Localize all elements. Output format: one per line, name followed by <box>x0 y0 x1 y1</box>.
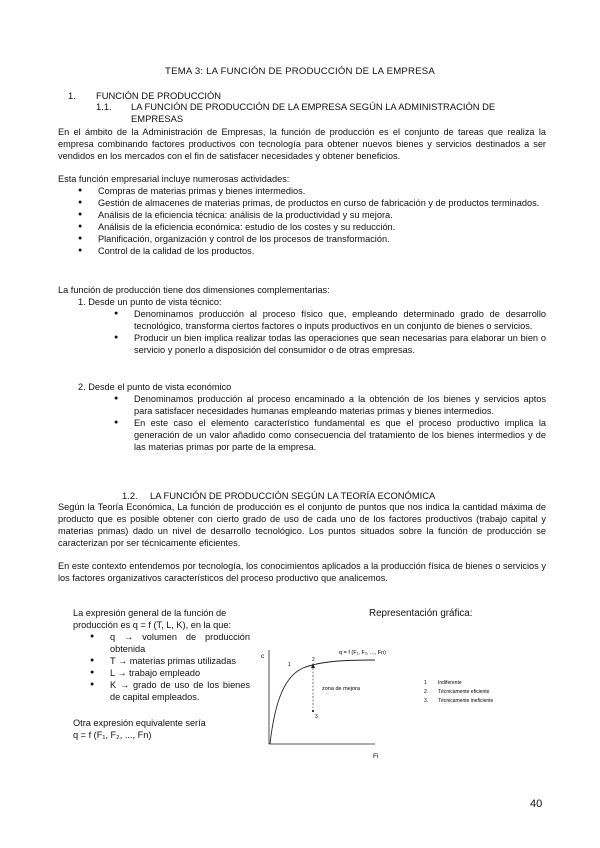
section-1-2-heading: LA FUNCIÓN DE PRODUCCIÓN SEGÚN LA TEORÍA ECONÓMICA <box>150 490 436 501</box>
section-1-heading: FUNCIÓN DE PRODUCCIÓN <box>96 90 222 101</box>
list-item: ● q → volumen de producción obtenida <box>88 631 250 655</box>
page-title: TEMA 3: LA FUNCIÓN DE PRODUCCIÓN DE LA EMPRESA <box>165 66 435 77</box>
paragraph-teoria-economica: Según la Teoría Económica, La función de producción es el conjunto de puntos que nos indica la cantidad máxima de producto que es posible obtener con cierto grado de uso de cada uno de los factores productivos (trabajo capital y materias primas) dado un nivel de desarrollo tecnológico. Los puntos situados sobre la función de producción se caracterizan por ser técnicamente eficientes. <box>58 502 546 548</box>
point-3-label: 3 <box>315 714 318 720</box>
section-1-number: 1. <box>68 90 76 101</box>
expression-variables-list <box>88 631 250 703</box>
curve-label: q = f (F₁, F₂, ..., Fn) <box>339 650 386 656</box>
activities-lead: Esta función empresarial incluye numerosas actividades: <box>58 174 290 184</box>
legend-num-1: 1 <box>424 680 427 686</box>
list-item: ● L → trabajo empleado <box>88 667 250 679</box>
legend-text-1: Indiferente <box>438 680 462 686</box>
dimension-economic-list <box>112 393 546 453</box>
list-item: ● Análisis de la eficiencia económica: estudio de los costes y su reducción. <box>76 221 546 233</box>
paragraph-tecnologia: En este contexto entendemos por tecnología, los conocimientos aplicados a la producción física de bienes o servicios y los factores organizativos característicos del proceso productivo que analicemos. <box>58 561 546 583</box>
dimensions-lead: La función de producción tiene dos dimensiones complementarias: <box>58 285 330 295</box>
point-3-marker <box>312 710 314 712</box>
list-item: ● Análisis de la eficiencia técnica: análisis de la productividad y su mejora. <box>76 209 546 221</box>
graph-title: Representación gráfica: <box>369 608 473 619</box>
section-1-1-heading: LA FUNCIÓN DE PRODUCCIÓN DE LA EMPRESA SEGÚN LA ADMINISTRACIÓN DE EMPRESAS <box>131 101 496 124</box>
expression-intro: La expresión general de la función de producción es q = f (T, L, K), en la que: <box>73 608 232 630</box>
dimension-technical-label: 1. Desde un punto de vista técnico: <box>78 297 222 307</box>
y-axis-label: c <box>261 653 265 660</box>
list-item: ● K → grado de uso de los bienes de capital empleados. <box>88 679 250 703</box>
activities-list <box>76 185 546 257</box>
legend-num-3: 3. <box>424 698 429 704</box>
section-1-1-number: 1.1. <box>96 101 112 112</box>
dimension-technical-list <box>112 308 546 356</box>
section-1-2-number: 1.2. <box>122 490 138 501</box>
paragraph-administracion: En el ámbito de la Administración de Empresas, la función de producción es el conjunto de tareas que realiza la empresa combinando factores productivos con tecnología para obtener nuevos bienes y servicios destinados a ser vendidos en los mercados con el fin de satisfacer necesidades y obtener beneficios. <box>58 127 546 161</box>
production-function-graph <box>255 640 555 770</box>
list-item: ● Producir un bien implica realizar todas las operaciones que sean necesarias para elaborar un bien o servicio y ponerlo a disposición del consumidor o de otras empresas. <box>112 332 546 356</box>
list-item: ● Compras de materias primas y bienes intermedios. <box>76 185 546 197</box>
alt-expression-label: Otra expresión equivalente sería <box>73 718 206 728</box>
dimension-economic-label: 2. Desde el punto de vista económico <box>78 382 232 392</box>
alt-expression-formula: q = f (F₁, F₂, ..., Fn) <box>73 730 152 740</box>
list-item: ● Planificación, organización y control de los procesos de transformación. <box>76 233 546 245</box>
production-curve <box>270 660 375 744</box>
list-item: ● Gestión de almacenes de materias primas, de productos en curso de fabricación y de productos terminados. <box>76 197 546 209</box>
point-2-label: 2 <box>312 657 315 663</box>
legend-num-2: 2. <box>424 689 429 695</box>
list-item: ● Control de la calidad de los productos. <box>76 245 546 257</box>
point-1-label: 1 <box>288 662 291 668</box>
x-axis-label: Fi <box>373 753 379 760</box>
list-item: ● T → materias primas utilizadas <box>88 655 250 667</box>
page-number: 40 <box>530 798 543 810</box>
list-item: ● En este caso el elemento característico fundamental es que el proceso productivo implica la generación de un valor añadido como consecuencia del tratamiento de los bienes intermedios y de las materias primas por parte de la empresa. <box>112 417 546 453</box>
zone-label: zona de mejora <box>322 686 360 692</box>
list-item: ● Denominamos producción al proceso encaminado a la obtención de los bienes y servicios aptos para satisfacer necesidades humanas empleando materias primas y bienes intermedios. <box>112 393 546 417</box>
list-item: ● Denominamos producción al proceso físico que, empleando determinado grado de desarrollo tecnológico, transforma ciertos factores o inputs productivos en un conjunto de bienes o servicios. <box>112 308 546 332</box>
legend-text-2: Técnicamente eficiente <box>438 689 490 695</box>
legend-text-3: Técnicamente ineficiente <box>438 698 494 704</box>
